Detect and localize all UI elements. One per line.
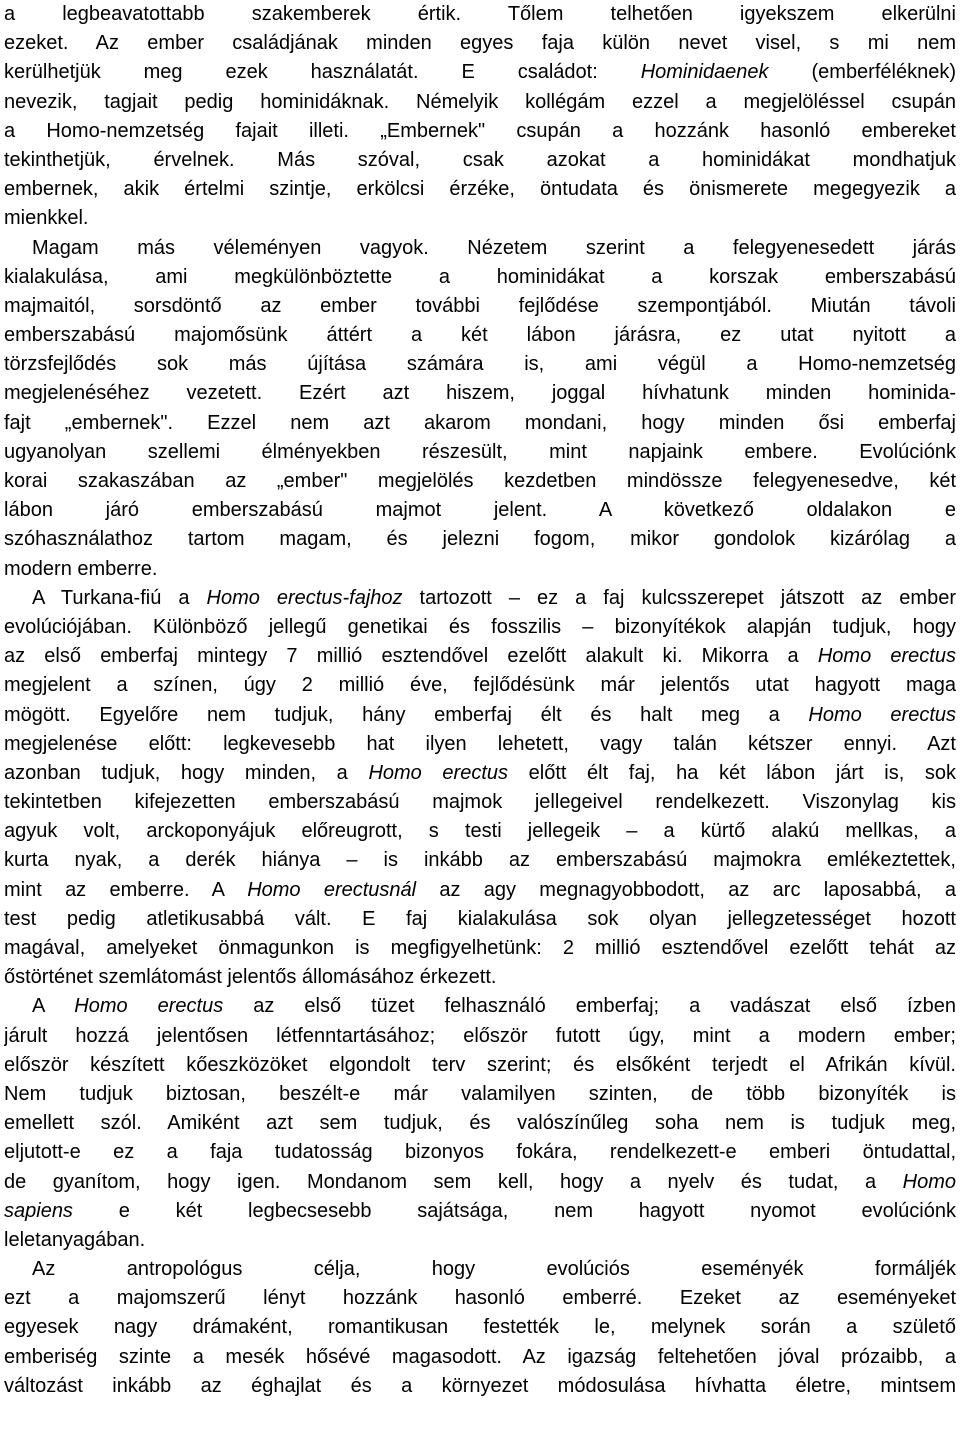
text-run: előtt élt faj, ha két lábon járt is, sok [508,761,956,784]
text-run: emberiség szinte a mesék hősévé magasodott. Az igazság feltehetően jóval prózaibb, a [4,1345,956,1368]
text-run: a Homo-nemzetség fajait illeti. „Embernek" csupán a hozzánk hasonló embereket [4,119,956,142]
text-run: mögött. Egyelőre nem tudjuk, hány emberfaj élt és halt meg a [4,703,809,726]
text-run: az első emberfaj mintegy 7 millió esztendővel ezelőtt alakult ki. Mikorra a [4,645,818,668]
italic-term: Hominidaenek [640,61,769,84]
text-line [4,555,956,584]
text-run: korai szakaszában az „ember" megjelölés kezdetben mindössze felegyenesedve, két [4,470,956,492]
text-run: megjelenése előtt: legkevesebb hat ilyen lehetett, vagy talán kétszer ennyi. Azt [4,732,956,755]
text-run: magával, amelyeket önmagunkon is megfigyelhetünk: 2 millió esztendővel ezelőtt tehát az [4,937,956,959]
text-line [4,525,956,554]
italic-term: Homo erectus [74,995,224,1018]
text-run: tekintetben kifejezetten emberszabású majmok jellegeivel rendelkezett. Viszonylag kis [4,791,956,814]
text-line [4,584,956,613]
text-line [4,788,956,817]
text-run: szóhasználathoz tartom magam, és jelezni fogom, mikor gondolok kizárólag a [4,528,956,551]
text-run: ezeket. Az ember családjának minden egyes faja külön nevet visel, s mi nem [4,32,956,55]
text-run: őstörténet szemlátomást jelentős állomásához érkezett. [4,966,497,989]
text-line [4,846,956,875]
text-run: e két legbecsesebb sajátsága, nem hagyott nyomot evolúciónk [72,1199,956,1222]
text-run: agyuk volt, arckoponyájuk előreugrott, s testi jellegeik – a kürtő alakú mellkas, a [4,820,956,843]
text-line [4,379,956,408]
text-run: azonban tudjuk, hogy minden, a [4,761,369,784]
text-run: leletanyagában. [4,1228,146,1251]
text-line [4,642,956,671]
text-line [4,0,956,29]
text-line [4,905,956,934]
text-run: a legbeavatottabb szakemberek értik. Tőlem telhetően igyekszem elkerülni [4,3,956,25]
text-line [4,1051,956,1080]
italic-term: Homo erectusnál [247,878,417,901]
text-line [4,1343,956,1372]
text-line [4,1372,956,1401]
text-line [4,1226,956,1255]
text-line [4,1080,956,1109]
text-line [4,992,956,1021]
text-line [4,671,956,700]
text-run: kerülhetjük meg ezek használatát. E családot: [4,61,641,84]
text-run: emellett szól. Amiként azt sem tudjuk, és valószínűleg soha nem is tudjuk meg, [4,1112,956,1135]
text-run: evolúciójában. Különböző jellegű genetikai és fosszilis – bizonyítékok alapján tudjuk, hogy [4,615,956,638]
text-run: tekinthetjük, érvelnek. Más szóval, csak azokat a hominidákat mondhatjuk [4,148,956,171]
text-line [4,58,956,87]
document-page [4,0,956,1401]
text-line [4,613,956,642]
text-run: majmaitól, sorsdöntő az ember további fejlődése szempontjából. Miután távoli [4,294,956,317]
italic-term: sapiens [4,1199,73,1222]
text-line [4,1313,956,1342]
text-line [4,29,956,58]
text-line [4,1168,956,1197]
text-line [4,876,956,905]
text-line [4,759,956,788]
text-line [4,1197,956,1226]
text-line [4,934,956,963]
text-run: A Turkana-fiú a [32,586,207,609]
text-run: Magam más véleményen vagyok. Nézetem szerint a felegyenesedett járás [32,236,956,259]
text-run: megjelent a színen, úgy 2 millió éve, fejlődésünk már jelentős utat hagyott maga [4,674,956,697]
text-run: emberszabású majomősünk áttért a két lábon járásra, ez utat nyitott a [4,324,956,347]
text-line [4,438,956,467]
text-run: először készített kőeszközöket elgondolt terv szerint; és elsőként terjedt el Afrikán kívül. [4,1053,956,1076]
text-line [4,1109,956,1138]
text-run: ezt a majomszerű lényt hozzánk hasonló emberré. Ezeket az eseményeket [4,1287,956,1310]
text-run: tartozott – ez a faj kulcsszerepet játszott az ember [402,586,956,609]
text-run: fajt „embernek". Ezzel nem azt akarom mondani, hogy minden ősi emberfaj [4,411,956,434]
text-run: megjelenéséhez vezetett. Ezért azt hiszem, joggal hívhatunk minden hominida- [4,382,956,405]
text-line [4,117,956,146]
text-run: test pedig atletikusabbá vált. E faj kialakulása sok olyan jellegzetességet hozott [4,907,956,930]
italic-term: Homo erectus [808,703,956,726]
text-line [4,409,956,438]
text-run: nevezik, tagjait pedig hominidáknak. Némelyik kollégám ezzel a megjelöléssel csupán [4,90,956,113]
text-run: modern emberre. [4,557,158,580]
text-line [4,146,956,175]
text-run: törzsfejlődés sok más újítása számára is, ami végül a Homo-nemzetség [4,353,956,376]
text-run: mienkkel. [4,207,89,230]
text-line [4,1255,956,1284]
text-line [4,1022,956,1051]
text-run: lábon járó emberszabású majmot jelent. A következő oldalakon e [4,499,956,522]
text-line [4,701,956,730]
text-line [4,321,956,350]
text-line [4,292,956,321]
text-line [4,817,956,846]
text-line [4,263,956,292]
text-run: kurta nyak, a derék hiánya – is inkább az emberszabású majmokra emlékeztettek, [4,849,956,872]
italic-term: Homo [902,1170,956,1193]
text-line [4,963,956,992]
italic-term: Homo erectus [368,761,508,784]
text-run: az első tüzet felhasználó emberfaj; a vadászat első ízben [223,995,956,1018]
text-line [4,1284,956,1313]
text-run: kialakulása, ami megkülönböztette a hominidákat a korszak emberszabású [4,265,956,288]
text-run: eljutott-e ez a faja tudatosság bizonyos fokára, rendelkezett-e emberi öntudattal, [4,1141,956,1164]
text-run: (emberféléknek) [768,61,956,84]
text-run: az agy megnagyobbodott, az arc laposabbá, a [416,878,956,901]
text-line [4,175,956,204]
text-run: Az antropológus célja, hogy evolúciós eseményék formáljék [32,1258,956,1281]
text-line [4,496,956,525]
text-line [4,350,956,379]
italic-term: Homo erectus [817,645,956,668]
text-run: járult hozzá jelentősen létfenntartásához; először futott úgy, mint a modern ember; [4,1024,956,1047]
text-run: egyesek nagy drámaként, romantikusan festették le, melynek során a születő [4,1316,956,1339]
text-run: embernek, akik értelmi szintje, erkölcsi érzéke, öntudata és önismerete megegyezik a [4,178,956,201]
text-line [4,88,956,117]
text-run: ugyanolyan szellemi élményekben részesült, mint napjaink embere. Evolúciónk [4,440,956,463]
text-line [4,204,956,233]
text-run: mint az emberre. A [4,878,248,901]
text-run: Nem tudjuk biztosan, beszélt-e már valamilyen szinten, de több bizonyíték is [4,1082,956,1105]
text-line [4,234,956,263]
text-run: A [32,995,75,1018]
text-line [4,730,956,759]
text-run: változást inkább az éghajlat és a környezet módosulása hívhatta életre, mintsem [4,1374,956,1397]
italic-term: Homo erectus-fajhoz [206,586,403,609]
text-line [4,467,956,496]
text-line [4,1138,956,1167]
text-run: de gyanítom, hogy igen. Mondanom sem kell, hogy a nyelv és tudat, a [4,1170,903,1193]
